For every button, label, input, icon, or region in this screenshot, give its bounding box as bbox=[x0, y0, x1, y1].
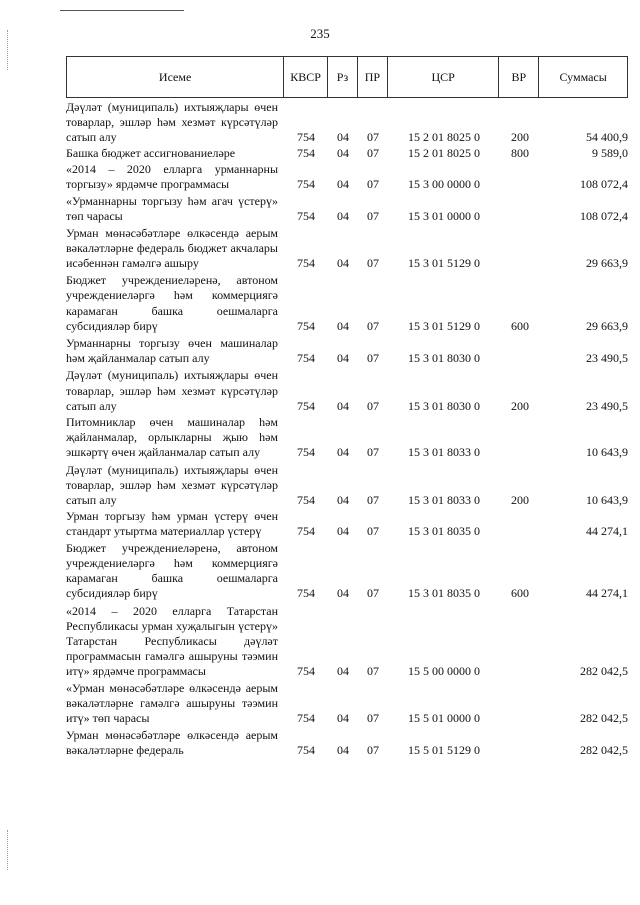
row-pr: 07 bbox=[367, 130, 379, 145]
top-rule bbox=[60, 10, 184, 11]
row-pr: 07 bbox=[367, 664, 379, 679]
row-pr: 07 bbox=[367, 743, 379, 758]
row-name: Урман мөнәсәбәтләре өлкәсендә аерым вәкаләтләрне федераль бюджет акчалары исәбеннән гамәлгә ашыру bbox=[66, 225, 278, 271]
row-sum: 29 663,9 bbox=[586, 318, 628, 333]
row-rz: 04 bbox=[337, 318, 349, 333]
table-row bbox=[66, 100, 628, 146]
row-rz: 04 bbox=[337, 664, 349, 679]
header-rz: Рз bbox=[328, 57, 358, 97]
row-csr: 15 3 01 8030 0 bbox=[408, 351, 480, 366]
row-csr: 15 2 01 8025 0 bbox=[408, 130, 480, 145]
row-name: Бюджет учреждениеләренә, автоном учреждениеләргә һәм коммерциягә карамаган башка оешмаларга субсидияләр бирү bbox=[66, 540, 278, 601]
row-sum: 9 589,0 bbox=[592, 145, 628, 160]
row-csr: 15 3 01 8033 0 bbox=[408, 445, 480, 460]
row-kvsr: 754 bbox=[297, 664, 315, 679]
row-vr: 200 bbox=[511, 398, 529, 413]
row-kvsr: 754 bbox=[297, 398, 315, 413]
row-name: Дәүләт (муниципаль) ихтыяҗлары өчен товарлар, эшләр һәм хезмәт күрсәтүләр сатып алу bbox=[66, 100, 278, 145]
row-csr: 15 3 01 8030 0 bbox=[408, 398, 480, 413]
row-sum: 23 490,5 bbox=[586, 398, 628, 413]
row-kvsr: 754 bbox=[297, 209, 315, 224]
row-rz: 04 bbox=[337, 493, 349, 508]
table-row bbox=[66, 273, 628, 334]
row-sum: 282 042,5 bbox=[580, 664, 628, 679]
row-pr: 07 bbox=[367, 445, 379, 460]
row-rz: 04 bbox=[337, 743, 349, 758]
row-sum: 10 643,9 bbox=[586, 445, 628, 460]
row-rz: 04 bbox=[337, 586, 349, 601]
row-pr: 07 bbox=[367, 586, 379, 601]
row-kvsr: 754 bbox=[297, 710, 315, 725]
row-kvsr: 754 bbox=[297, 351, 315, 366]
row-vr: 200 bbox=[511, 493, 529, 508]
row-pr: 07 bbox=[367, 710, 379, 725]
table-row bbox=[66, 194, 628, 224]
row-name: Урманнарны торгызу өчен машиналар һәм җайланмалар сатып алу bbox=[66, 336, 278, 366]
row-kvsr: 754 bbox=[297, 524, 315, 539]
header-vr: ВР bbox=[499, 57, 539, 97]
row-pr: 07 bbox=[367, 318, 379, 333]
table-row bbox=[66, 509, 628, 539]
row-csr: 15 3 01 5129 0 bbox=[408, 318, 480, 333]
row-csr: 15 3 01 8033 0 bbox=[408, 493, 480, 508]
row-csr: 15 3 00 0000 0 bbox=[408, 177, 480, 192]
header-kvsr: КВСР bbox=[284, 57, 328, 97]
row-csr: 15 3 01 5129 0 bbox=[408, 256, 480, 271]
row-sum: 10 643,9 bbox=[586, 493, 628, 508]
scan-margin-mark bbox=[7, 830, 9, 870]
row-sum: 44 274,1 bbox=[586, 586, 628, 601]
row-pr: 07 bbox=[367, 256, 379, 271]
row-csr: 15 5 01 5129 0 bbox=[408, 743, 480, 758]
header-sum: Суммасы bbox=[559, 69, 607, 84]
row-pr: 07 bbox=[367, 209, 379, 224]
row-kvsr: 754 bbox=[297, 256, 315, 271]
row-rz: 04 bbox=[337, 209, 349, 224]
row-kvsr: 754 bbox=[297, 743, 315, 758]
row-rz: 04 bbox=[337, 130, 349, 145]
table-header bbox=[66, 56, 628, 98]
table-row bbox=[66, 728, 628, 758]
row-sum: 23 490,5 bbox=[586, 351, 628, 366]
row-sum: 282 042,5 bbox=[580, 710, 628, 725]
table-row bbox=[66, 541, 628, 602]
row-pr: 07 bbox=[367, 398, 379, 413]
row-name: «Урманнарны торгызу һәм агач үстерү» төп чарасы bbox=[66, 194, 278, 224]
row-rz: 04 bbox=[337, 177, 349, 192]
row-rz: 04 bbox=[337, 256, 349, 271]
table-row bbox=[66, 681, 628, 727]
row-rz: 04 bbox=[337, 145, 349, 160]
row-rz: 04 bbox=[337, 351, 349, 366]
page-number: 235 bbox=[310, 26, 330, 41]
row-rz: 04 bbox=[337, 710, 349, 725]
table-row bbox=[66, 368, 628, 414]
row-kvsr: 754 bbox=[297, 493, 315, 508]
table-row bbox=[66, 415, 628, 461]
row-csr: 15 3 01 0000 0 bbox=[408, 209, 480, 224]
row-csr: 15 5 00 0000 0 bbox=[408, 664, 480, 679]
row-name: Питомниклар өчен машиналар һәм җайланмалар, орлыкларны җыю һәм эшкәртү өчен җайланмалар сатып алу bbox=[66, 415, 278, 460]
row-vr: 200 bbox=[511, 130, 529, 145]
header-csr: ЦСР bbox=[388, 57, 500, 97]
row-csr: 15 2 01 8025 0 bbox=[408, 145, 480, 160]
row-vr: 800 bbox=[511, 145, 529, 160]
row-name: Башка бюджет ассигнованиеләре bbox=[66, 145, 236, 160]
header-pr: ПР bbox=[358, 57, 388, 97]
row-name: «2014 – 2020 елларга Татарстан Республикасы урман хуҗалыгын үстерү» Татарстан Республикасы дәүләт программасын гамәлгә ашыруны тәэмин итү» ярдәмче программасы bbox=[66, 603, 278, 679]
row-name: «Урман мөнәсәбәтләре өлкәсендә аерым вәкаләтләрне гамәлгә ашыруны тәэмин итү» төп чарасы bbox=[66, 680, 278, 725]
table-row bbox=[66, 336, 628, 366]
table-row bbox=[66, 162, 628, 192]
row-sum: 44 274,1 bbox=[586, 524, 628, 539]
row-kvsr: 754 bbox=[297, 445, 315, 460]
row-sum: 282 042,5 bbox=[580, 743, 628, 758]
row-kvsr: 754 bbox=[297, 177, 315, 192]
row-name: Дәүләт (муниципаль) ихтыяҗлары өчен товарлар, эшләр һәм хезмәт күрсәтүләр сатып алу bbox=[66, 462, 278, 508]
row-pr: 07 bbox=[367, 351, 379, 366]
row-sum: 54 400,9 bbox=[586, 130, 628, 145]
row-sum: 108 072,4 bbox=[580, 177, 628, 192]
row-pr: 07 bbox=[367, 493, 379, 508]
header-name: Исеме bbox=[67, 57, 284, 97]
row-kvsr: 754 bbox=[297, 586, 315, 601]
row-name: Бюджет учреждениеләренә, автоном учреждениеләргә һәм коммерциягә карамаган башка оешмаларга субсидияләр бирү bbox=[66, 273, 278, 333]
row-csr: 15 3 01 8035 0 bbox=[408, 524, 480, 539]
row-kvsr: 754 bbox=[297, 130, 315, 145]
row-rz: 04 bbox=[337, 398, 349, 413]
row-pr: 07 bbox=[367, 177, 379, 192]
row-pr: 07 bbox=[367, 524, 379, 539]
row-rz: 04 bbox=[337, 445, 349, 460]
row-csr: 15 5 01 0000 0 bbox=[408, 710, 480, 725]
row-name: Урман мөнәсәбәтләре өлкәсендә аерым вәкаләтләрне федераль bbox=[66, 728, 278, 758]
row-name: «2014 – 2020 елларга урманнарны торгызу» ярдәмче программасы bbox=[66, 161, 278, 192]
table-row bbox=[66, 146, 628, 161]
table-row bbox=[66, 604, 628, 680]
row-pr: 07 bbox=[367, 145, 379, 160]
table-body bbox=[66, 100, 628, 760]
row-sum: 29 663,9 bbox=[586, 256, 628, 271]
row-name: Урман торгызу һәм урман үстерү өчен стандарт утыртма материаллар үстерү bbox=[66, 509, 278, 539]
row-kvsr: 754 bbox=[297, 318, 315, 333]
row-csr: 15 3 01 8035 0 bbox=[408, 586, 480, 601]
row-vr: 600 bbox=[511, 318, 529, 333]
row-kvsr: 754 bbox=[297, 145, 315, 160]
table-row bbox=[66, 463, 628, 509]
row-name: Дәүләт (муниципаль) ихтыяҗлары өчен товарлар, эшләр һәм хезмәт күрсәтүләр сатып алу bbox=[66, 368, 278, 413]
table-row bbox=[66, 226, 628, 272]
row-sum: 108 072,4 bbox=[580, 209, 628, 224]
row-rz: 04 bbox=[337, 524, 349, 539]
row-vr: 600 bbox=[511, 586, 529, 601]
